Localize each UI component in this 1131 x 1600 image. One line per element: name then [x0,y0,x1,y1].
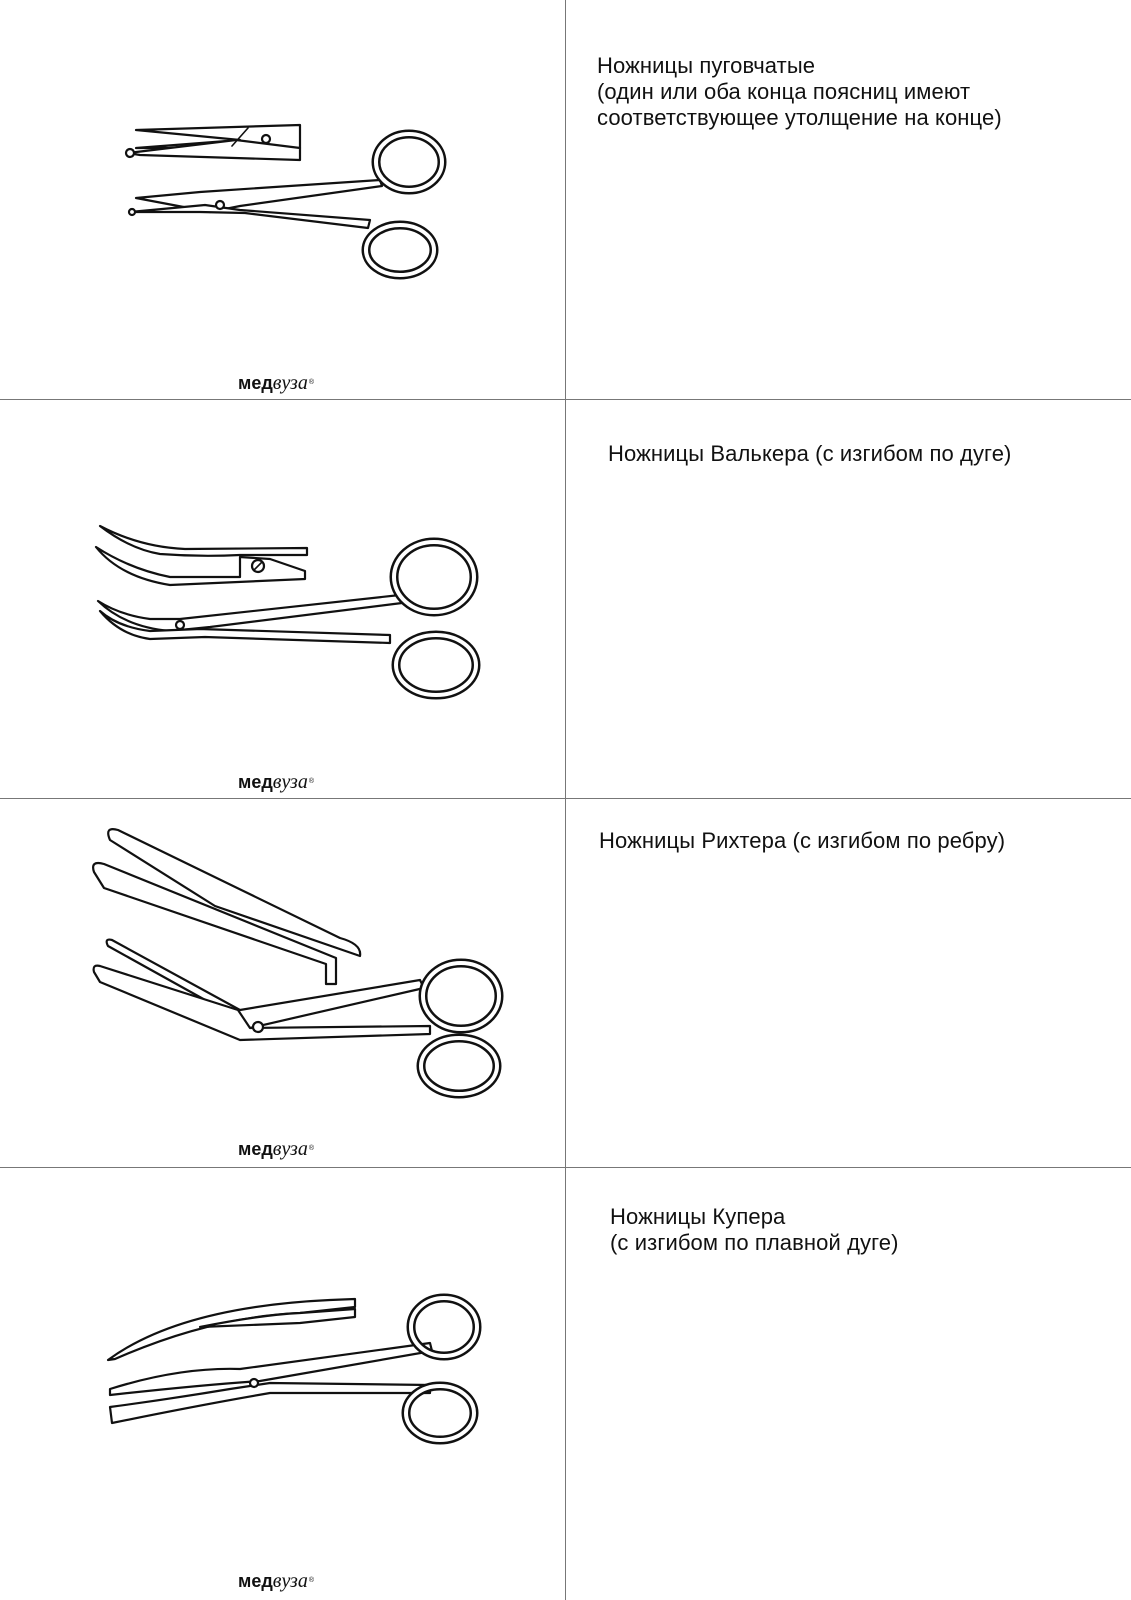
medvuza-logo: медвуза® [238,372,315,394]
medvuza-logo: медвуза® [238,1570,315,1592]
instrument-description: Ножницы Рихтера (с изгибом по ребру) [599,828,1006,853]
cooper-curved-scissors-illustration [0,1167,565,1600]
richter-angled-scissors-illustration [0,798,565,1167]
instrument-row-cooper [0,1167,1131,1600]
instrument-row-walker [0,399,1131,798]
buttoned-scissors-illustration [0,0,565,399]
medvuza-logo: медвуза® [238,1138,315,1160]
walker-curved-scissors-illustration [0,399,565,798]
instrument-description: Ножницы Купера (с изгибом по плавной дуге) [610,1204,899,1255]
instrument-row-buttoned [0,0,1131,399]
medvuza-logo: медвуза® [238,771,315,793]
instrument-row-richter [0,798,1131,1167]
instrument-description: Ножницы пуговчатые (один или оба конца поясниц имеют соответствующее утолщение на конце) [597,53,1002,130]
instrument-description: Ножницы Валькера (с изгибом по дуге) [608,441,1012,466]
